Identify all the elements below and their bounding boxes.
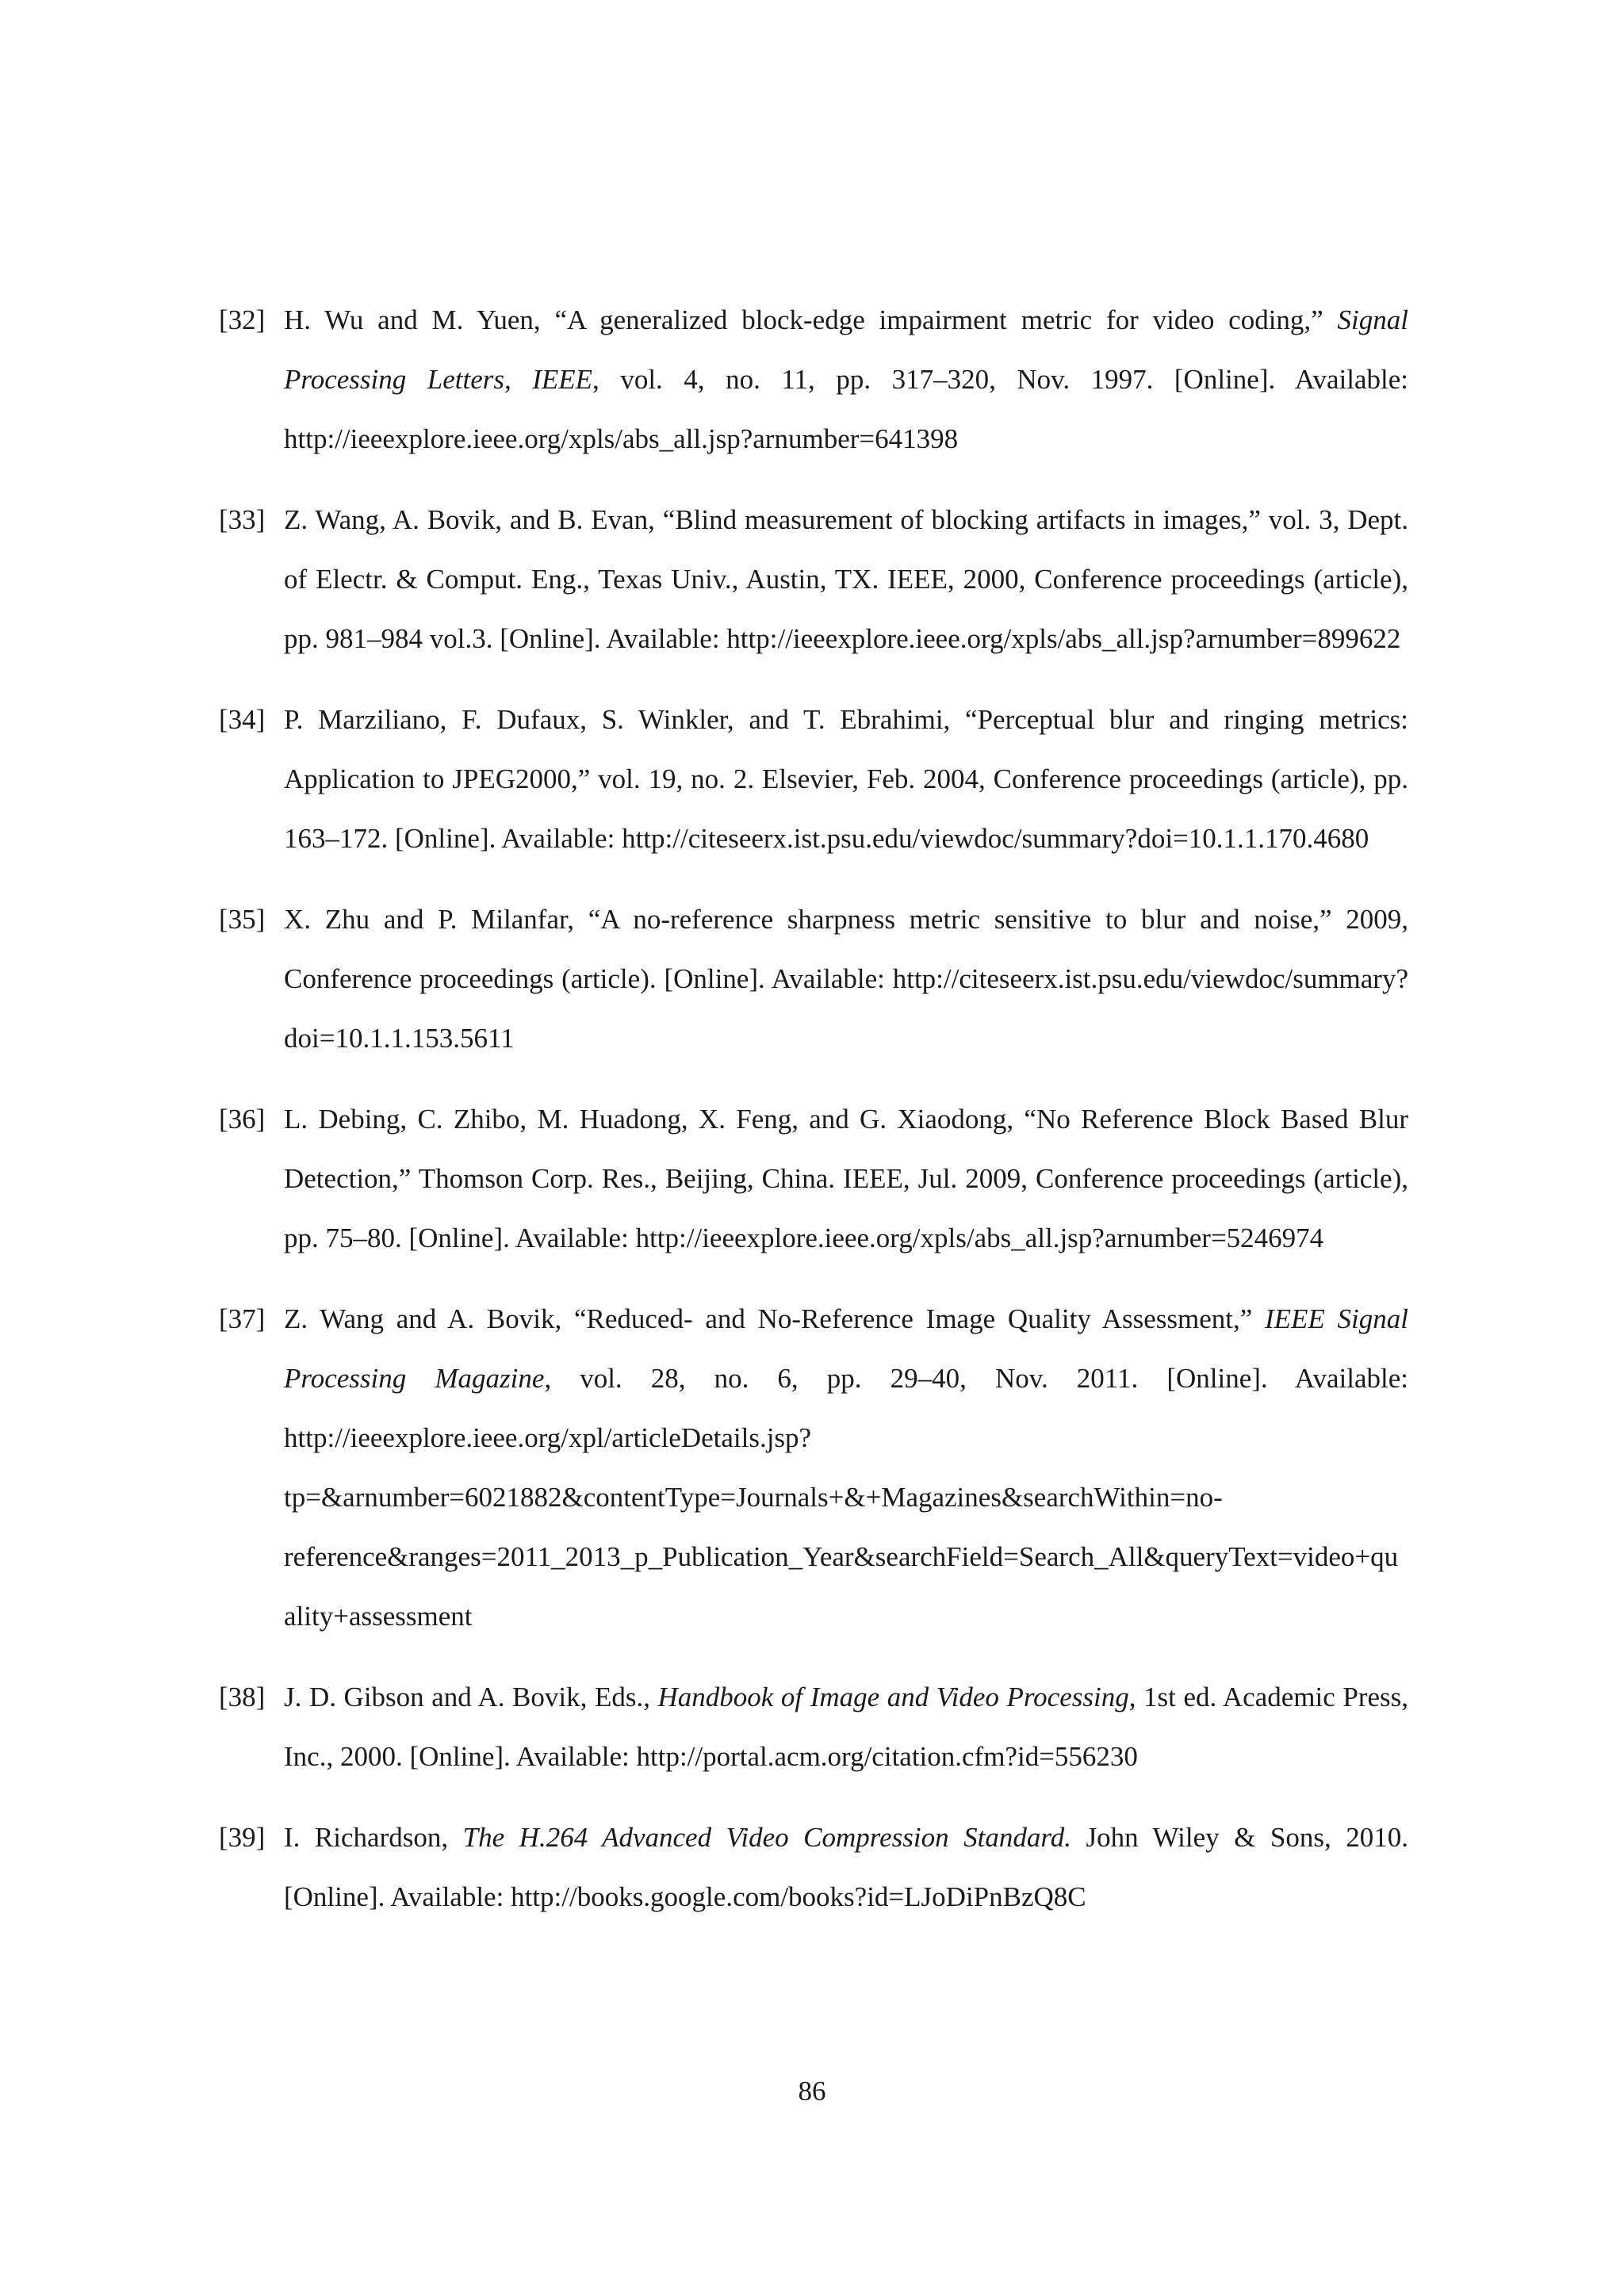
reference-number: [37]: [219, 1303, 266, 1334]
reference-text-segment: , 1st ed. Academic Press, Inc., 2000. [Online]. Available: http://portal.acm.org/citation.cfm?id=556230: [284, 1682, 1408, 1772]
reference-text-segment: I. Richardson,: [284, 1822, 463, 1853]
reference-number: [33]: [219, 504, 266, 535]
reference-text-segment: John Wiley & Sons, 2010. [Online]. Available: http://books.google.com/books?id=LJoDiPnBzQ8C: [284, 1822, 1409, 1912]
reference-text: [284, 1808, 1408, 1927]
reference-text-segment: , vol. 4, no. 11, pp. 317–320, Nov. 1997. [Online]. Available: http://ieeexplore.ieee.org/xpls/abs_all.jsp?arnumber=641398: [284, 364, 1408, 454]
reference-entry: [219, 1089, 1408, 1268]
reference-text-segment: H. Wu and M. Yuen, “A generalized block-edge impairment metric for video coding,”: [284, 304, 1338, 335]
reference-text: [284, 290, 1408, 469]
reference-entry: [219, 890, 1408, 1068]
reference-number: [36]: [219, 1104, 266, 1135]
reference-text: [284, 690, 1408, 868]
reference-text: [284, 490, 1408, 668]
reference-text-segment: J. D. Gibson and A. Bovik, Eds.,: [284, 1682, 658, 1712]
reference-entry: [219, 1808, 1408, 1927]
reference-venue-italic: Signal Processing Letters, IEEE: [284, 304, 1408, 395]
reference-entry: [219, 490, 1408, 668]
reference-venue-italic: IEEE Signal Processing Magazine: [284, 1303, 1408, 1394]
reference-text-segment: Z. Wang, A. Bovik, and B. Evan, “Blind measurement of blocking artifacts in images,” vol. 3, Dept. of Electr. & Comput. Eng., Texas Univ., Austin, TX. IEEE, 2000, Conference proceedings (article), pp. 981–984 vol.3. [Online]. Available: http://ieeexplore.ieee.org/xpls/abs_all.jsp?arnumber=899622: [284, 504, 1408, 654]
page-number: 86: [798, 2076, 826, 2107]
reference-text-segment: Z. Wang and A. Bovik, “Reduced- and No-Reference Image Quality Assessment,”: [284, 1303, 1265, 1334]
reference-entry: [219, 1667, 1408, 1786]
reference-entry: [219, 290, 1408, 469]
reference-text-segment: P. Marziliano, F. Dufaux, S. Winkler, and T. Ebrahimi, “Perceptual blur and ringing metrics: Application to JPEG2000,” vol. 19, no. 2. Elsevier, Feb. 2004, Conference proceedings (article), pp. 163–172. [Online]. Available: http://citeseerx.ist.psu.edu/viewdoc/summary?doi=10.1.1.170.4680: [284, 704, 1408, 854]
reference-text: [284, 1667, 1408, 1786]
reference-text: [284, 890, 1408, 1068]
reference-number: [39]: [219, 1822, 266, 1853]
reference-text: [284, 1089, 1408, 1268]
reference-text-segment: L. Debing, C. Zhibo, M. Huadong, X. Feng, and G. Xiaodong, “No Reference Block Based Blur Detection,” Thomson Corp. Res., Beijing, China. IEEE, Jul. 2009, Conference proceedings (article), pp. 75–80. [Online]. Available: http://ieeexplore.ieee.org/xpls/abs_all.jsp?arnumber=5246974: [284, 1104, 1408, 1253]
reference-text: [284, 1289, 1408, 1646]
reference-number: [38]: [219, 1682, 266, 1712]
reference-number: [34]: [219, 704, 266, 735]
reference-venue-italic: The H.264 Advanced Video Compression Standard.: [462, 1822, 1071, 1853]
reference-entry: [219, 1289, 1408, 1646]
reference-number: [32]: [219, 304, 266, 335]
reference-entry: [219, 690, 1408, 868]
reference-venue-italic: Handbook of Image and Video Processing: [657, 1682, 1129, 1712]
reference-text-segment: , vol. 28, no. 6, pp. 29–40, Nov. 2011. [Online]. Available: http://ieeexplore.ieee.org/xpl/articleDetails.jsp?tp=&arnumber=6021882&contentType=Journals+&+Magazines&searchWithin=no-reference&ranges=2011_2013_p_Publication_Year&searchField=Search_All&queryText=video+quality+assessment: [284, 1363, 1408, 1632]
reference-list: [219, 290, 1408, 1948]
reference-text-segment: X. Zhu and P. Milanfar, “A no-reference sharpness metric sensitive to blur and noise,” 2009, Conference proceedings (article). [Online]. Available: http://citeseerx.ist.psu.edu/viewdoc/summary?doi=10.1.1.153.5611: [284, 904, 1408, 1054]
reference-number: [35]: [219, 904, 266, 935]
